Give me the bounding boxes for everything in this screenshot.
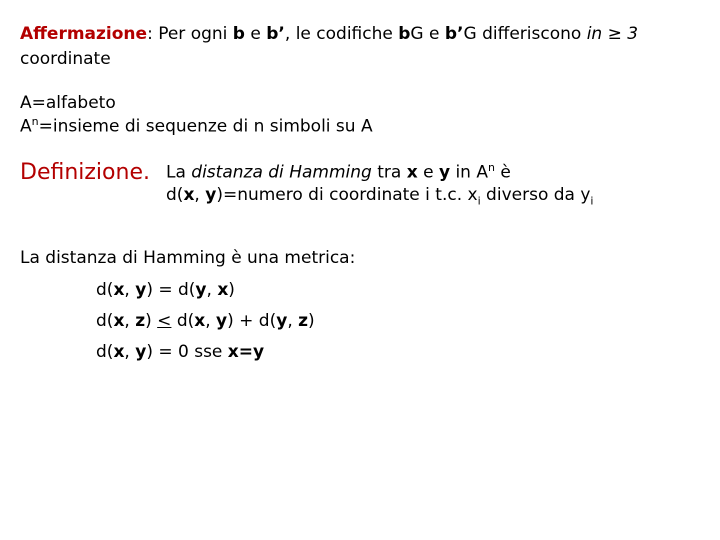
p2-x: x — [113, 311, 125, 331]
def2-y: y — [205, 185, 217, 205]
p2-plus: ) + d( — [227, 311, 277, 331]
p2-z: z — [135, 311, 146, 331]
def2-x: x — [183, 185, 195, 205]
p2-x2: x — [194, 311, 206, 331]
claim-label: Affermazione — [20, 24, 148, 44]
claim-b-prime: b’ — [266, 24, 285, 44]
claim-mid: , le codifiche — [284, 24, 399, 44]
metric-property-symmetry — [96, 280, 235, 300]
claim-g1: G e — [410, 24, 445, 44]
definition-line-2 — [166, 185, 593, 207]
definition-label: Definizione. — [20, 160, 150, 185]
p2-close: ) — [145, 311, 158, 331]
def2-sub-i: i — [477, 194, 481, 208]
claim-line-2: coordinate — [20, 49, 111, 69]
p3-y: y — [135, 342, 147, 362]
p2-y2: y — [276, 311, 288, 331]
claim-bg2-b: b’ — [444, 24, 464, 44]
p1-x: x — [113, 280, 125, 300]
definition-line-1 — [166, 161, 511, 183]
p1-eq: ) = d( — [146, 280, 196, 300]
p1-end: ) — [228, 280, 235, 300]
def2-text2: diverso da y — [480, 185, 591, 205]
def-sup-n: n — [487, 161, 495, 174]
def-e: e — [417, 162, 439, 183]
metric-intro: La distanza di Hamming è una metrica: — [20, 248, 356, 268]
def-end: è — [494, 162, 511, 183]
p1-d: d( — [96, 280, 114, 300]
def-in: in A — [450, 162, 488, 183]
claim-line-1 — [20, 24, 638, 44]
claim-g2: G differiscono — [463, 24, 587, 44]
alphabet-sup-n: n — [31, 115, 39, 128]
alphabet-A: A — [20, 116, 32, 137]
p3-d: d( — [96, 342, 114, 362]
def-la: La — [166, 162, 192, 183]
p1-y: y — [135, 280, 147, 300]
p2-z2: z — [298, 311, 309, 331]
claim-e: e — [244, 24, 267, 44]
alphabet-line-1: A=alfabeto — [20, 93, 116, 113]
p2-d: d( — [96, 311, 114, 331]
def-tra: tra — [371, 162, 407, 183]
p1-c: , — [124, 280, 136, 300]
def-x: x — [406, 162, 418, 183]
def-term: distanza di Hamming — [191, 162, 372, 183]
p2-end: ) — [308, 311, 315, 331]
p2-d2: d( — [171, 311, 195, 331]
def2-text: )=numero di coordinate i t.c. x — [216, 185, 478, 205]
p1-x2: x — [217, 280, 229, 300]
alphabet-desc: =insieme di sequenze di n simboli su A — [38, 116, 373, 137]
p2-c3: , — [287, 311, 299, 331]
p3-sse: ) = 0 sse — [146, 342, 228, 362]
p2-c: , — [124, 311, 136, 331]
claim-b: b — [232, 24, 245, 44]
def-y: y — [438, 162, 451, 183]
claim-text: : Per ogni — [147, 24, 233, 44]
p3-y2: y — [253, 342, 265, 362]
metric-property-triangle — [96, 311, 315, 331]
claim-in-ge3: in ≥ 3 — [586, 24, 639, 44]
p3-x: x — [113, 342, 125, 362]
p1-y2: y — [195, 280, 207, 300]
metric-property-identity — [96, 342, 264, 362]
claim-bg-b: b — [398, 24, 411, 44]
def2-d: d( — [166, 185, 184, 205]
p3-x2: x — [227, 342, 239, 362]
p1-c2: , — [206, 280, 218, 300]
p2-y: y — [216, 311, 228, 331]
p2-c2: , — [205, 311, 217, 331]
def2-comma: , — [194, 185, 206, 205]
p3-c: , — [124, 342, 136, 362]
def2-sub-i2: i — [590, 194, 594, 208]
alphabet-line-2 — [20, 115, 373, 137]
p2-le: < — [157, 311, 172, 331]
p3-eq: = — [238, 342, 254, 362]
